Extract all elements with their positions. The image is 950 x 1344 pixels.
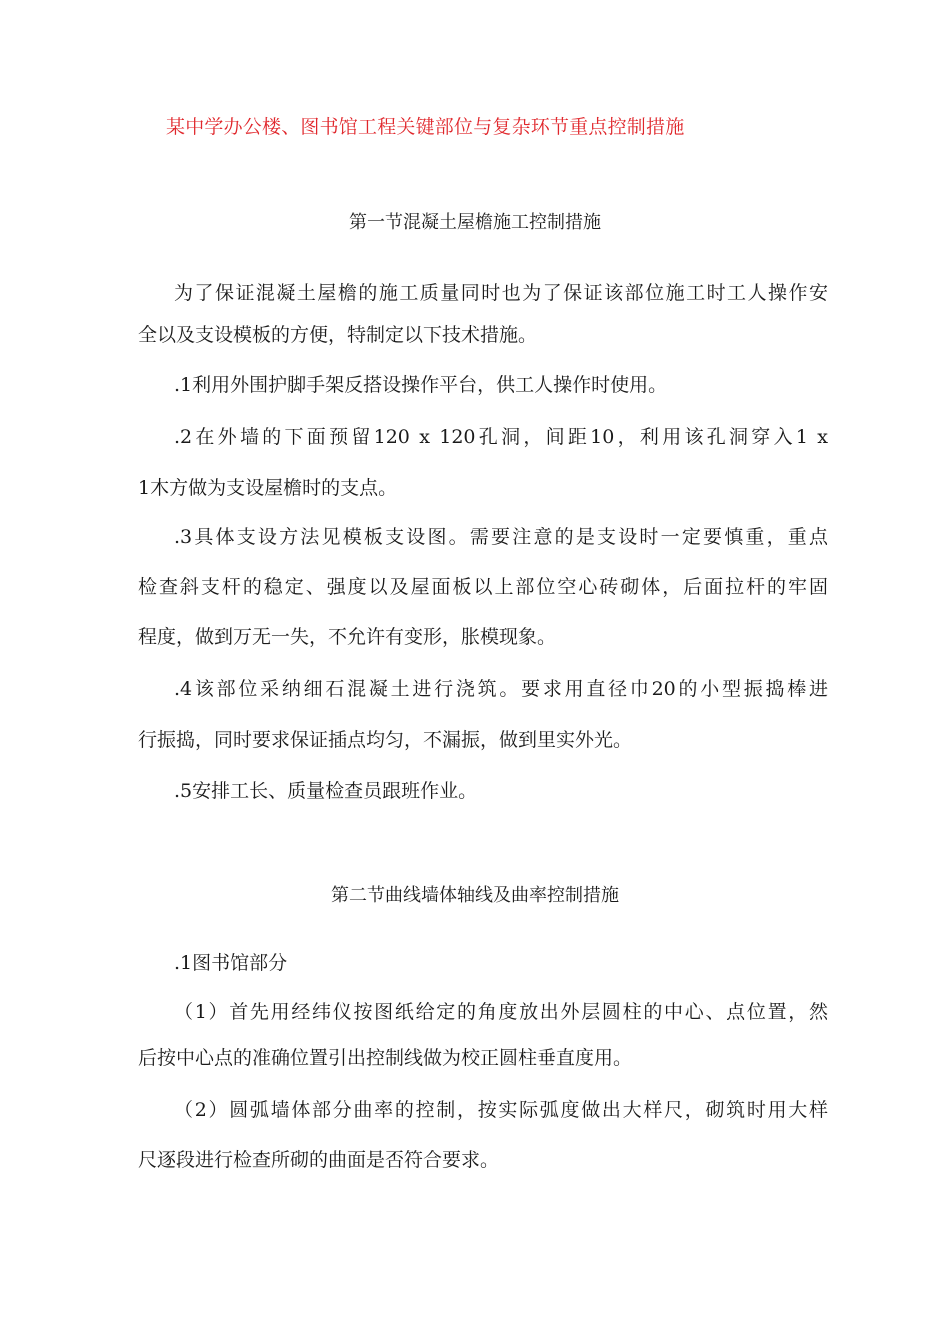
paragraph-line: 1木方做为支设屋檐时的支点。 [138, 477, 398, 499]
paragraph-line: 后按中心点的准确位置引出控制线做为校正圆柱垂直度用。 [138, 1047, 633, 1069]
paragraph-line: .3具体支设方法见模板支设图。需要注意的是支设时一定要慎重，重点 [174, 526, 828, 548]
paragraph-line: 全以及支设模板的方便，特制定以下技术措施。 [138, 324, 538, 346]
section-heading: 第二节曲线墙体轴线及曲率控制措施 [331, 885, 619, 906]
paragraph-line: .5安排工长、质量检查员跟班作业。 [174, 780, 478, 802]
paragraph-line: .2在外墙的下面预留120 x 120孔洞，间距10，利用该孔洞穿入1 x [174, 426, 828, 448]
paragraph-line: .1图书馆部分 [174, 952, 288, 974]
document-title: 某中学办公楼、图书馆工程关键部位与复杂环节重点控制措施 [166, 116, 685, 138]
paragraph-line: （1）首先用经纬仪按图纸给定的角度放出外层圆柱的中心、点位置，然 [174, 1001, 828, 1023]
paragraph-line: 程度，做到万无一失，不允许有变形，胀模现象。 [138, 626, 557, 648]
paragraph-line: .1利用外围护脚手架反搭设操作平台，供工人操作时使用。 [174, 374, 668, 396]
paragraph-line: （2）圆弧墙体部分曲率的控制，按实际弧度做出大样尺，砌筑时用大样 [174, 1099, 828, 1121]
paragraph-line: 为了保证混凝土屋檐的施工质量同时也为了保证该部位施工时工人操作安 [174, 282, 828, 304]
paragraph-line: 尺逐段进行检查所砌的曲面是否符合要求。 [138, 1149, 500, 1171]
paragraph-line: .4该部位采纳细石混凝土进行浇筑。要求用直径巾20的小型振捣棒进 [174, 678, 828, 700]
paragraph-line: 检查斜支杆的稳定、强度以及屋面板以上部位空心砖砌体，后面拉杆的牢固 [138, 576, 828, 598]
paragraph-line: 行振捣，同时要求保证插点均匀，不漏振，做到里实外光。 [138, 729, 633, 751]
section-heading: 第一节混凝土屋檐施工控制措施 [349, 212, 601, 233]
